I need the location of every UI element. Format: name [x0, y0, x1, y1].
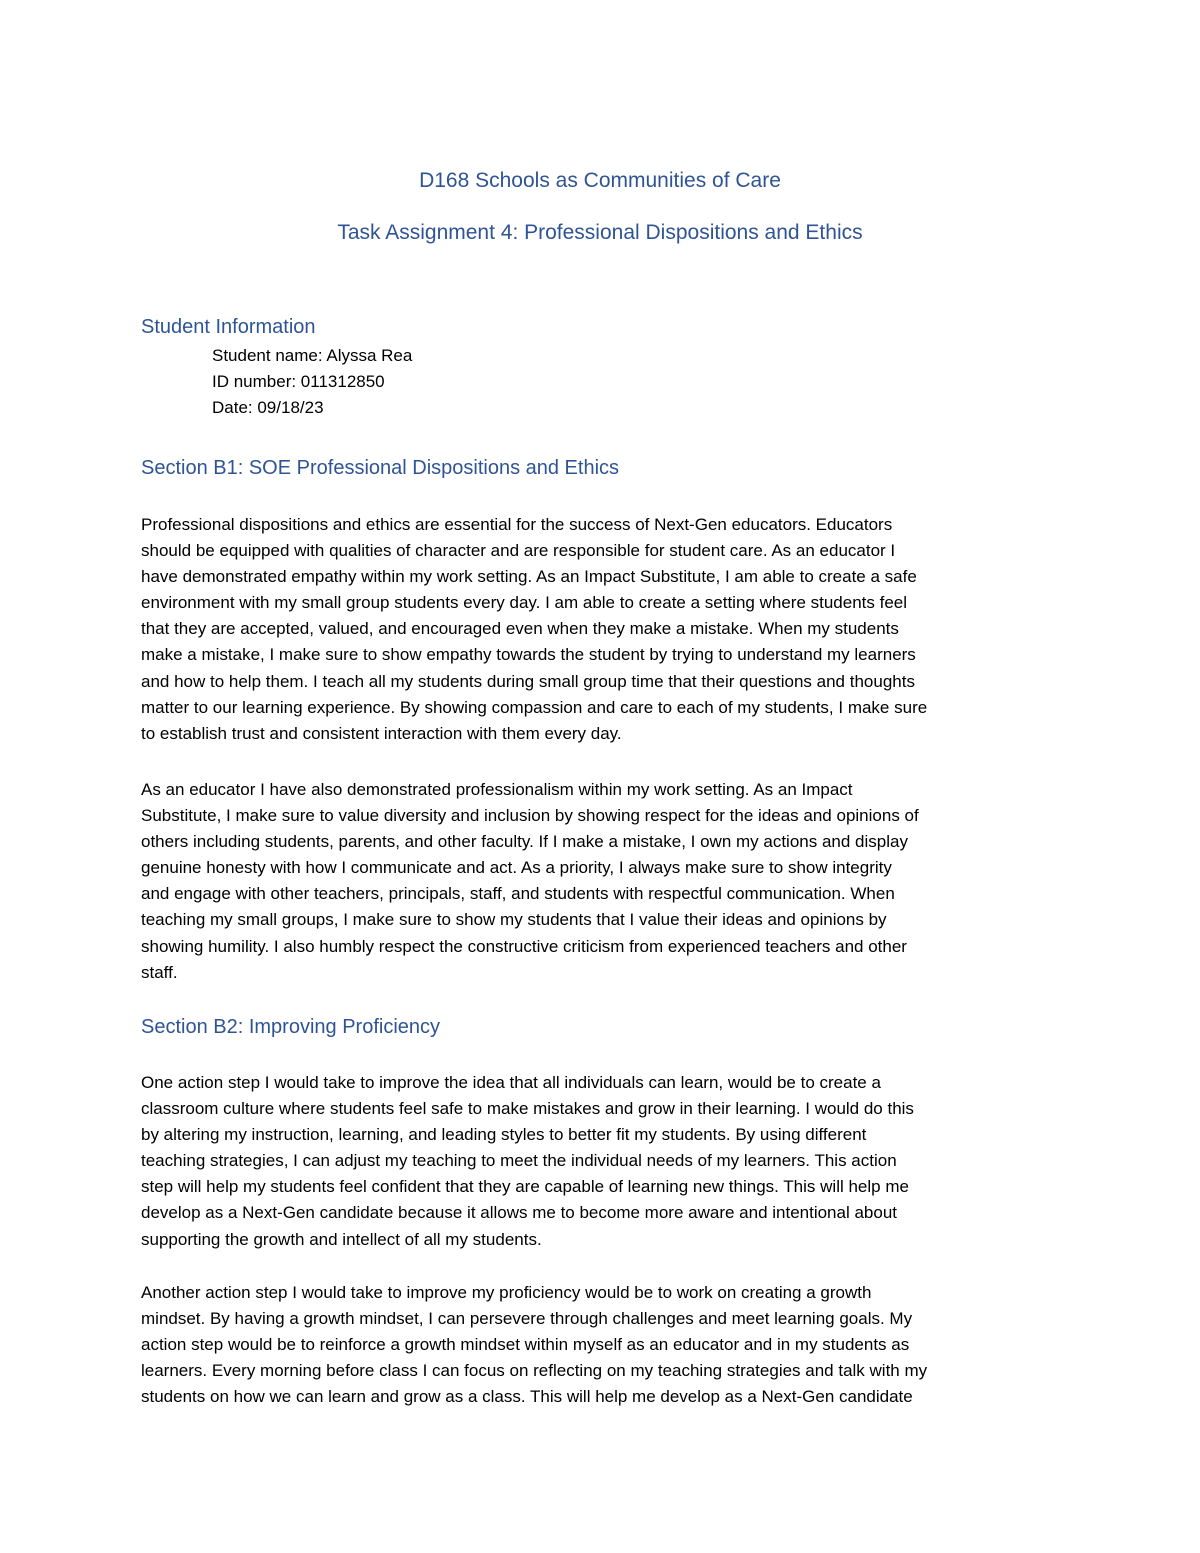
section-b1-paragraph-1	[141, 512, 1066, 747]
paragraph-line: genuine honesty with how I communicate and act. As a priority, I always make sure to show integrity	[141, 858, 892, 878]
paragraph-line: should be equipped with qualities of character and are responsible for student care. As an educator I	[141, 541, 896, 561]
section-b1-heading: Section B1: SOE Professional Dispositions and Ethics	[141, 457, 620, 479]
section-b2-paragraph-1	[141, 1070, 1066, 1253]
student-name-line: Student name: Alyssa Rea	[212, 346, 413, 365]
paragraph-line: that they are accepted, valued, and encouraged even when they make a mistake. When my students	[141, 619, 899, 639]
paragraph-line: environment with my small group students every day. I am able to create a setting where students feel	[141, 593, 908, 613]
document-subtitle: Task Assignment 4: Professional Dispositions and Ethics	[337, 221, 863, 244]
paragraph-line: others including students, parents, and other faculty. If I make a mistake, I own my actions and display	[141, 832, 908, 852]
paragraph-line: As an educator I have also demonstrated professionalism within my work setting. As an Impact	[141, 780, 853, 799]
paragraph-line: supporting the growth and intellect of all my students.	[141, 1229, 542, 1249]
paragraph-line: mindset. By having a growth mindset, I can persevere through challenges and meet learning goals. My	[141, 1309, 913, 1329]
student-info-heading: Student Information	[141, 316, 316, 338]
paragraph-line: classroom culture where students feel safe to make mistakes and grow in their learning. I would do this	[141, 1099, 914, 1119]
section-b2-paragraph-2	[141, 1280, 1066, 1410]
paragraph-line: by altering my instruction, learning, and leading styles to better fit my students. By using different	[141, 1125, 867, 1145]
student-id-line: ID number: 011312850	[212, 372, 385, 391]
student-date-line: Date: 09/18/23	[212, 398, 324, 417]
paragraph-line: learners. Every morning before class I can focus on reflecting on my teaching strategies and talk with my	[141, 1361, 928, 1381]
student-info-list	[212, 343, 412, 421]
paragraph-line: showing humility. I also humbly respect the constructive criticism from experienced teachers and other	[141, 936, 907, 956]
paragraph-line: teaching strategies, I can adjust my teaching to meet the individual needs of my learners. This action	[141, 1151, 897, 1171]
paragraph-line: teaching my small groups, I make sure to show my students that I value their ideas and opinions by	[141, 910, 887, 930]
paragraph-line: One action step I would take to improve the idea that all individuals can learn, would be to create a	[141, 1073, 881, 1092]
paragraph-line: develop as a Next-Gen candidate because it allows me to become more aware and intentional about	[141, 1203, 898, 1223]
section-b1-paragraph-2	[141, 777, 1066, 986]
paragraph-line: Substitute, I make sure to value diversity and inclusion by showing respect for the ideas and opinions of	[141, 806, 919, 826]
document-title: D168 Schools as Communities of Care	[419, 169, 781, 192]
paragraph-line: to establish trust and consistent interaction with them every day.	[141, 723, 622, 743]
paragraph-line: and engage with other teachers, principals, staff, and students with respectful communication. When	[141, 884, 895, 904]
paragraph-line: have demonstrated empathy within my work setting. As an Impact Substitute, I am able to create a safe	[141, 567, 917, 587]
paragraph-line: and how to help them. I teach all my students during small group time that their questions and thoughts	[141, 671, 915, 691]
paragraph-line: Professional dispositions and ethics are essential for the success of Next-Gen educators. Educators	[141, 515, 893, 534]
paragraph-line: action step would be to reinforce a growth mindset within myself as an educator and in my students as	[141, 1335, 910, 1355]
paragraph-line: students on how we can learn and grow as a class. This will help me develop as a Next-Gen candidate	[141, 1387, 913, 1407]
section-b2-heading: Section B2: Improving Proficiency	[141, 1016, 441, 1038]
paragraph-line: staff.	[141, 962, 178, 982]
paragraph-line: make a mistake, I make sure to show empathy towards the student by trying to understand my learners	[141, 645, 916, 665]
paragraph-line: Another action step I would take to improve my proficiency would be to work on creating a growth	[141, 1283, 872, 1302]
paragraph-line: matter to our learning experience. By showing compassion and care to each of my students, I make sure	[141, 697, 928, 717]
paragraph-line: step will help my students feel confident that they are capable of learning new things. This will help me	[141, 1177, 909, 1197]
